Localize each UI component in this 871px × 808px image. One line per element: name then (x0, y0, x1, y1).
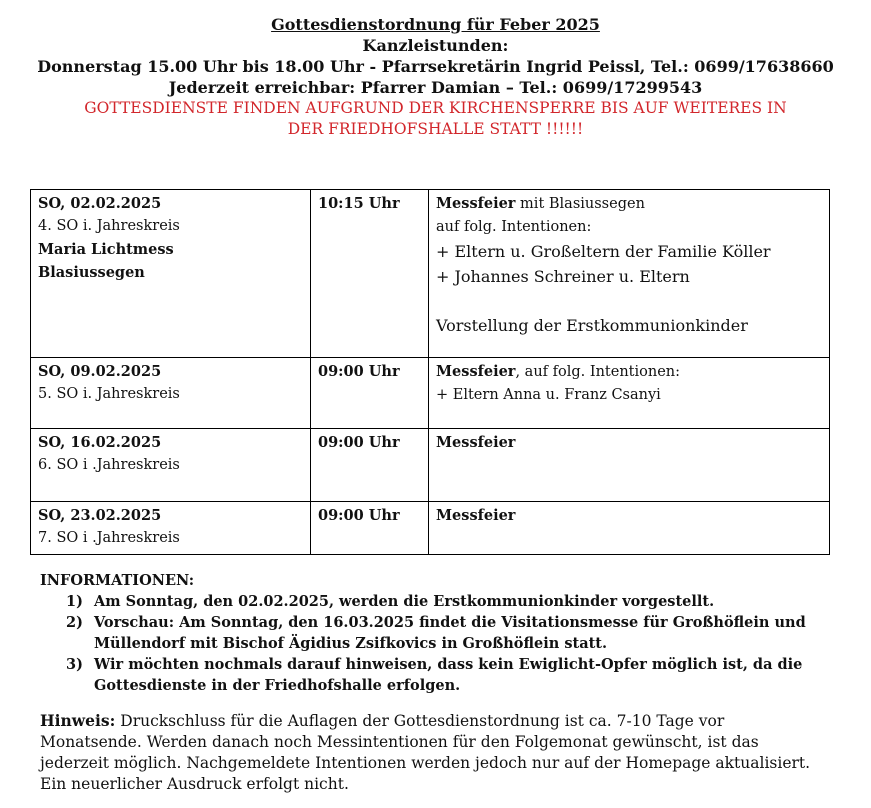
extra-note: Vorstellung der Erstkommunionkinder (436, 316, 748, 335)
item-number: 1) (66, 593, 83, 610)
service-time: 09:00 Uhr (311, 358, 429, 429)
item-number: 3) (66, 656, 83, 673)
feast-name: Maria Lichtmess (38, 241, 174, 258)
item-number: 2) (66, 614, 83, 631)
service-date: SO, 02.02.2025 (38, 195, 162, 212)
information-section (40, 570, 840, 696)
liturgical-sunday: 6. SO i .Jahreskreis (38, 457, 180, 473)
service-date: SO, 23.02.2025 (38, 507, 162, 524)
service-cell (429, 190, 830, 358)
feast-name: Blasiussegen (38, 264, 145, 281)
office-hours: Donnerstag 15.00 Uhr bis 18.00 Uhr - Pfarrsekretärin Ingrid Peissl, Tel.: 0699/17638660 (37, 57, 834, 76)
table-row (31, 429, 830, 502)
intention: + Johannes Schreiner u. Eltern (436, 267, 690, 286)
list-item (66, 612, 840, 654)
service-date: SO, 16.02.2025 (38, 434, 162, 451)
date-cell (31, 190, 311, 358)
table-row (31, 190, 830, 358)
info-list (40, 591, 840, 696)
item-text: Vorschau: Am Sonntag, den 16.03.2025 findet die Visitationsmesse für Großhöflein und Müllendorf mit Bischof Ägidius Zsifkovics in Großhöflein statt. (94, 614, 806, 652)
service-type: Messfeier (436, 434, 516, 451)
hint-label: Hinweis: (40, 711, 116, 730)
liturgical-sunday: 4. SO i. Jahreskreis (38, 218, 180, 234)
info-heading: INFORMATIONEN: (40, 572, 195, 589)
service-cell (429, 358, 830, 429)
service-time: 10:15 Uhr (311, 190, 429, 358)
schedule-table (30, 189, 830, 555)
hint-paragraph (40, 710, 830, 795)
list-item (66, 654, 840, 696)
intention: + Eltern u. Großeltern der Familie Köller (436, 242, 771, 261)
service-date: SO, 09.02.2025 (38, 363, 162, 380)
table-row (31, 358, 830, 429)
date-cell (31, 502, 311, 555)
service-type: Messfeier (436, 195, 516, 212)
service-time: 09:00 Uhr (311, 429, 429, 502)
date-cell (31, 429, 311, 502)
closure-notice: GOTTESDIENSTE FINDEN AUFGRUND DER KIRCHENSPERRE BIS AUF WEITERES IN DER FRIEDHOFSHALLE STATT !!!!!! (84, 99, 787, 138)
priest-contact: Jederzeit erreichbar: Pfarrer Damian – Tel.: 0699/17299543 (168, 78, 703, 97)
page-header (0, 14, 871, 140)
table-row (31, 502, 830, 555)
date-cell (31, 358, 311, 429)
item-text: Am Sonntag, den 02.02.2025, werden die Erstkommunionkinder vorgestellt. (94, 593, 715, 610)
service-type: Messfeier (436, 363, 516, 380)
service-cell (429, 502, 830, 555)
service-suffix: , auf folg. Intentionen: (515, 364, 681, 380)
liturgical-sunday: 7. SO i .Jahreskreis (38, 530, 180, 546)
office-label: Kanzleistunden: (362, 36, 509, 55)
service-time: 09:00 Uhr (311, 502, 429, 555)
service-cell (429, 429, 830, 502)
intention: + Eltern Anna u. Franz Csanyi (436, 387, 661, 403)
item-text: Wir möchten nochmals darauf hinweisen, dass kein Ewiglicht-Opfer möglich ist, da die Gottesdienste in der Friedhofshalle erfolgen. (94, 656, 803, 694)
liturgical-sunday: 5. SO i. Jahreskreis (38, 386, 180, 402)
page-title: Gottesdienstordnung für Feber 2025 (271, 15, 600, 34)
service-type: Messfeier (436, 507, 516, 524)
hint-text: Druckschluss für die Auflagen der Gottesdienstordnung ist ca. 7-10 Tage vor Monatsende. Werden danach noch Messintentionen für den Folgemonat gewünscht, ist das jederzeit möglich. Nachgemeldete Intentionen werden jedoch nur auf der Homepage aktualisiert. Ein neuerlicher Ausdruck erfolgt nicht. (40, 712, 811, 793)
list-item (66, 591, 840, 612)
service-suffix: mit Blasiussegen (515, 196, 645, 212)
intention-intro: auf folg. Intentionen: (436, 219, 592, 235)
